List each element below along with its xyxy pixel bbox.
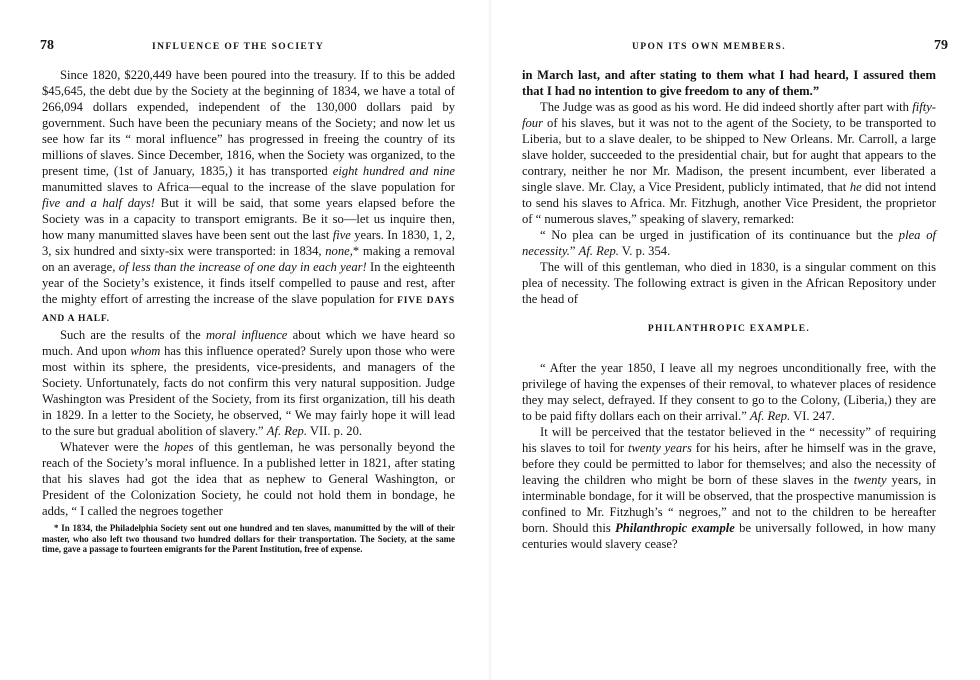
paragraph: Whatever were the hopes of this gentleman, he was personally beyond the reach of the Society’s moral influence. In a published letter in 1821, after stating that his slaves had got the idea that as nephew to General Washington, or President of the Colonization Society, he could not hold them in bondage, he adds, “ I called the negroes together [42, 440, 455, 518]
left-page-number: 78 [40, 38, 54, 53]
right-body-text [522, 67, 936, 552]
right-running-head [520, 38, 948, 54]
paragraph: Since 1820, $220,449 have been poured into the treasury. If to this be added $45,645, the debt due by the Society at the beginning of 1834, we have a total of 266,094 dollars expended, independent of the 130,000 dollars paid by government. Such have been the pecuniary means of the Society; and now let us see how far its “ moral influence” has progressed in freeing the country of its millions of slaves. Since December, 1816, when the Society was organized, to the present time, (1st of January, 1835,) it has transported eight hundred and nine manumitted slaves to Africa—equal to the increase of the slave population for five and a half days! But it will be said, that some years elapsed before the Society was in a capacity to transport emigrants. Be it so—let us inquire then, how many manumitted slaves have been sent out the last five years. In 1830, 1, 2, 3, six hundred and sixty-six were transported: in 1834, none,* making a removal on an average, of less than the increase of one day in each year! In the eighteenth year of the Society’s existence, it finds itself compelled to pause and rest, after the mighty effort of arresting the increase of the slave population for FIVE DAYS AND A HALF. [42, 68, 455, 324]
paragraph: “ After the year 1850, I leave all my negroes unconditionally free, with the privilege of having the expenses of their removal, to whatever places of residence they may select, defrayed. If they consent to go to the Colony, (Liberia,) they are to be paid fifty dollars each on their arrival.” Af. Rep. VI. 247. [522, 361, 936, 423]
paragraph: in March last, and after stating to them what I had heard, I assured them that I had no intention to give freedom to any of them.” [522, 68, 936, 98]
paragraph: The Judge was as good as his word. He did indeed shortly after part with fifty-four of his slaves, but it was not to the agent of the Society, to be transported to Liberia, but to a slave dealer, to be shipped to New Orleans. Mr. Carroll, a large slave holder, succeeded to the presidential chair, but for aught that appears to the contrary, neither he nor Mr. Madison, the present incumbent, ever liberated a single slave. Mr. Clay, a Vice President, publicly intimated, that he did not intend to send his slaves to Africa. Mr. Fitzhugh, another Vice President, the proprietor of “ numerous slaves,” speaking of slavery, remarked: [522, 100, 937, 226]
paragraph: Such are the results of the moral influence about which we have heard so much. And upon whom has this influence operated? Surely upon those who were most within its sphere, the presidents, vice-presidents, and managers of the Society. Unfortunately, facts do not confirm this very natural supposition. Judge Washington was President of the Society, from its first organization, till his death in 1829. In a letter to the Society, he observed, “ We may fairly hope it will lead to the sure but gradual abolition of slavery.” Af. Rep. VII. p. 20. [42, 328, 455, 438]
left-body-text [42, 67, 455, 555]
footnote: * In 1834, the Philadelphia Society sent out one hundred and ten slaves, manumitted by the will of their master, who also left two thousand two hundred dollars for their transportation. The Society, at the same time, gave a passage to fourteen emigrants for the Parent Institution, free of expense. [42, 523, 455, 555]
paragraph: The will of this gentleman, who died in 1830, is a singular comment on this plea of necessity. The following extract is given in the African Repository under the head of [522, 260, 936, 306]
left-running-title: INFLUENCE OF THE SOCIETY [152, 42, 325, 52]
left-running-head [40, 38, 460, 54]
paragraph: It will be perceived that the testator believed in the “ necessity” of requiring his slaves to toil for twenty years for his heirs, after he himself was in the grave, before they could be permitted to labor for themselves; and also the necessity of leaving the children who might be born of these slaves in the twenty years, in interminable bondage, for it will be observed, that the prospective manumission is confined to Mr. Fitzhugh’s “ negroes,” and not to the children to be hereafter born. Should this Philanthropic example be universally followed, in how many centuries would slavery cease? [522, 425, 937, 551]
right-page-number: 79 [934, 38, 948, 53]
section-heading: PHILANTHROPIC EXAMPLE. [647, 324, 811, 334]
right-page [490, 0, 980, 680]
right-running-title: UPON ITS OWN MEMBERS. [632, 42, 786, 52]
paragraph: “ No plea can be urged in justification of its continuance but the plea of necessity.” Af. Rep. V. p. 354. [522, 228, 936, 258]
